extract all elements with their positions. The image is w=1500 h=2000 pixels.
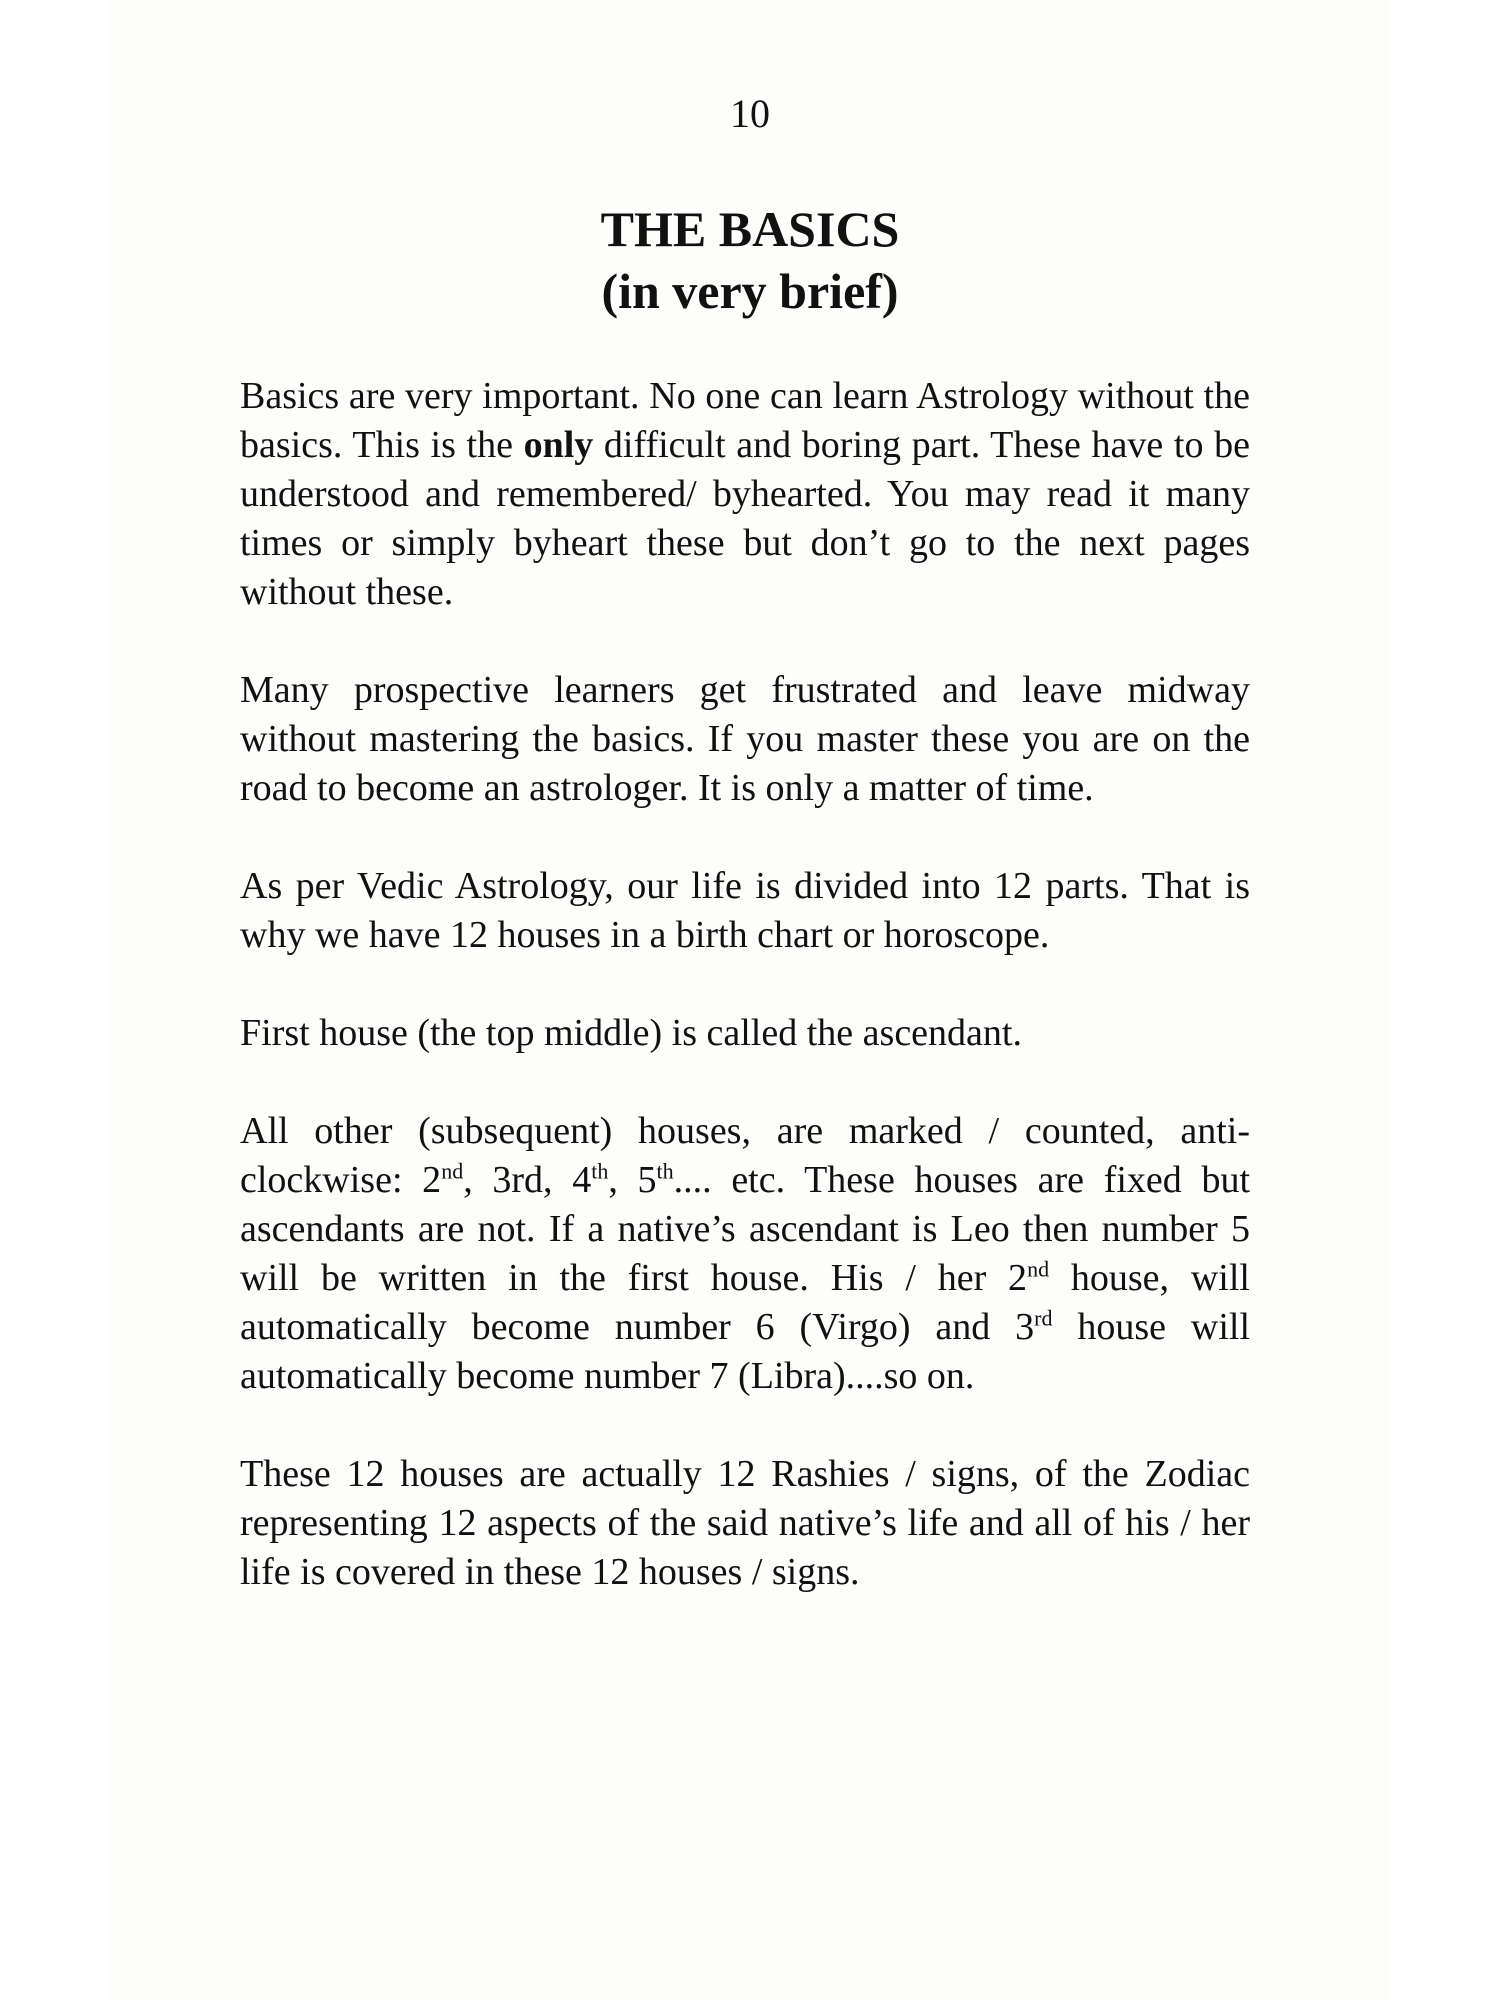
superscript-nd: nd (441, 1158, 464, 1184)
chapter-title-line-1: THE BASICS (600, 201, 900, 257)
paragraph-1-part-a: Basics are very important. No one can learn Astrology without the basics. This is the (240, 375, 1250, 466)
paragraph-5-seg-4: .... etc. These houses are fixed but ascendants are not. If a native’s ascendant is Leo then number 5 will be written in the first house. His / her 2 (240, 1159, 1251, 1299)
paragraph-5-seg-1: All other (subsequent) houses, are marked / counted, anti-clockwise: 2 (240, 1110, 1250, 1201)
paragraph-5-seg-3: , 5 (608, 1159, 657, 1201)
superscript-th: th (656, 1158, 674, 1184)
paragraph-4: First house (the top middle) is called the ascendant. (240, 1012, 1022, 1054)
paragraph-5-seg-5: house, will automatically become number 6 (Virgo) and 3 (240, 1257, 1250, 1348)
paragraph-2: Many prospective learners get frustrated and leave midway without mastering the basics. If you master these you are on the road to become an astrologer. It is only a matter of time. (240, 669, 1250, 809)
paragraph-5-seg-2: , 3rd, 4 (463, 1159, 592, 1201)
superscript-th: th (591, 1158, 609, 1184)
superscript-nd: nd (1027, 1256, 1050, 1282)
chapter-title (110, 198, 1390, 322)
chapter-title-line-2: (in very brief) (601, 263, 899, 319)
paragraph-5 (240, 1107, 1250, 1401)
page-number: 10 (730, 91, 770, 136)
paragraph-5-seg-6: house will automatically become number 7 (Libra)....so on. (240, 1306, 1250, 1397)
paragraph-1-part-b: difficult and boring part. These have to be understood and remembered/ byhearted. You may read it many times or simply byheart these but don’t go to the next pages without these. (240, 424, 1250, 613)
paragraph-1 (240, 372, 1250, 617)
superscript-rd: rd (1034, 1305, 1053, 1331)
body-text (240, 372, 1250, 1597)
paragraph-3: As per Vedic Astrology, our life is divided into 12 parts. That is why we have 12 houses in a birth chart or horoscope. (240, 865, 1250, 956)
paragraph-1-bold: only (523, 424, 594, 466)
book-page (110, 0, 1390, 2000)
paragraph-6: These 12 houses are actually 12 Rashies / signs, of the Zodiac representing 12 aspects of the said native’s life and all of his / her life is covered in these 12 houses / signs. (240, 1453, 1250, 1593)
